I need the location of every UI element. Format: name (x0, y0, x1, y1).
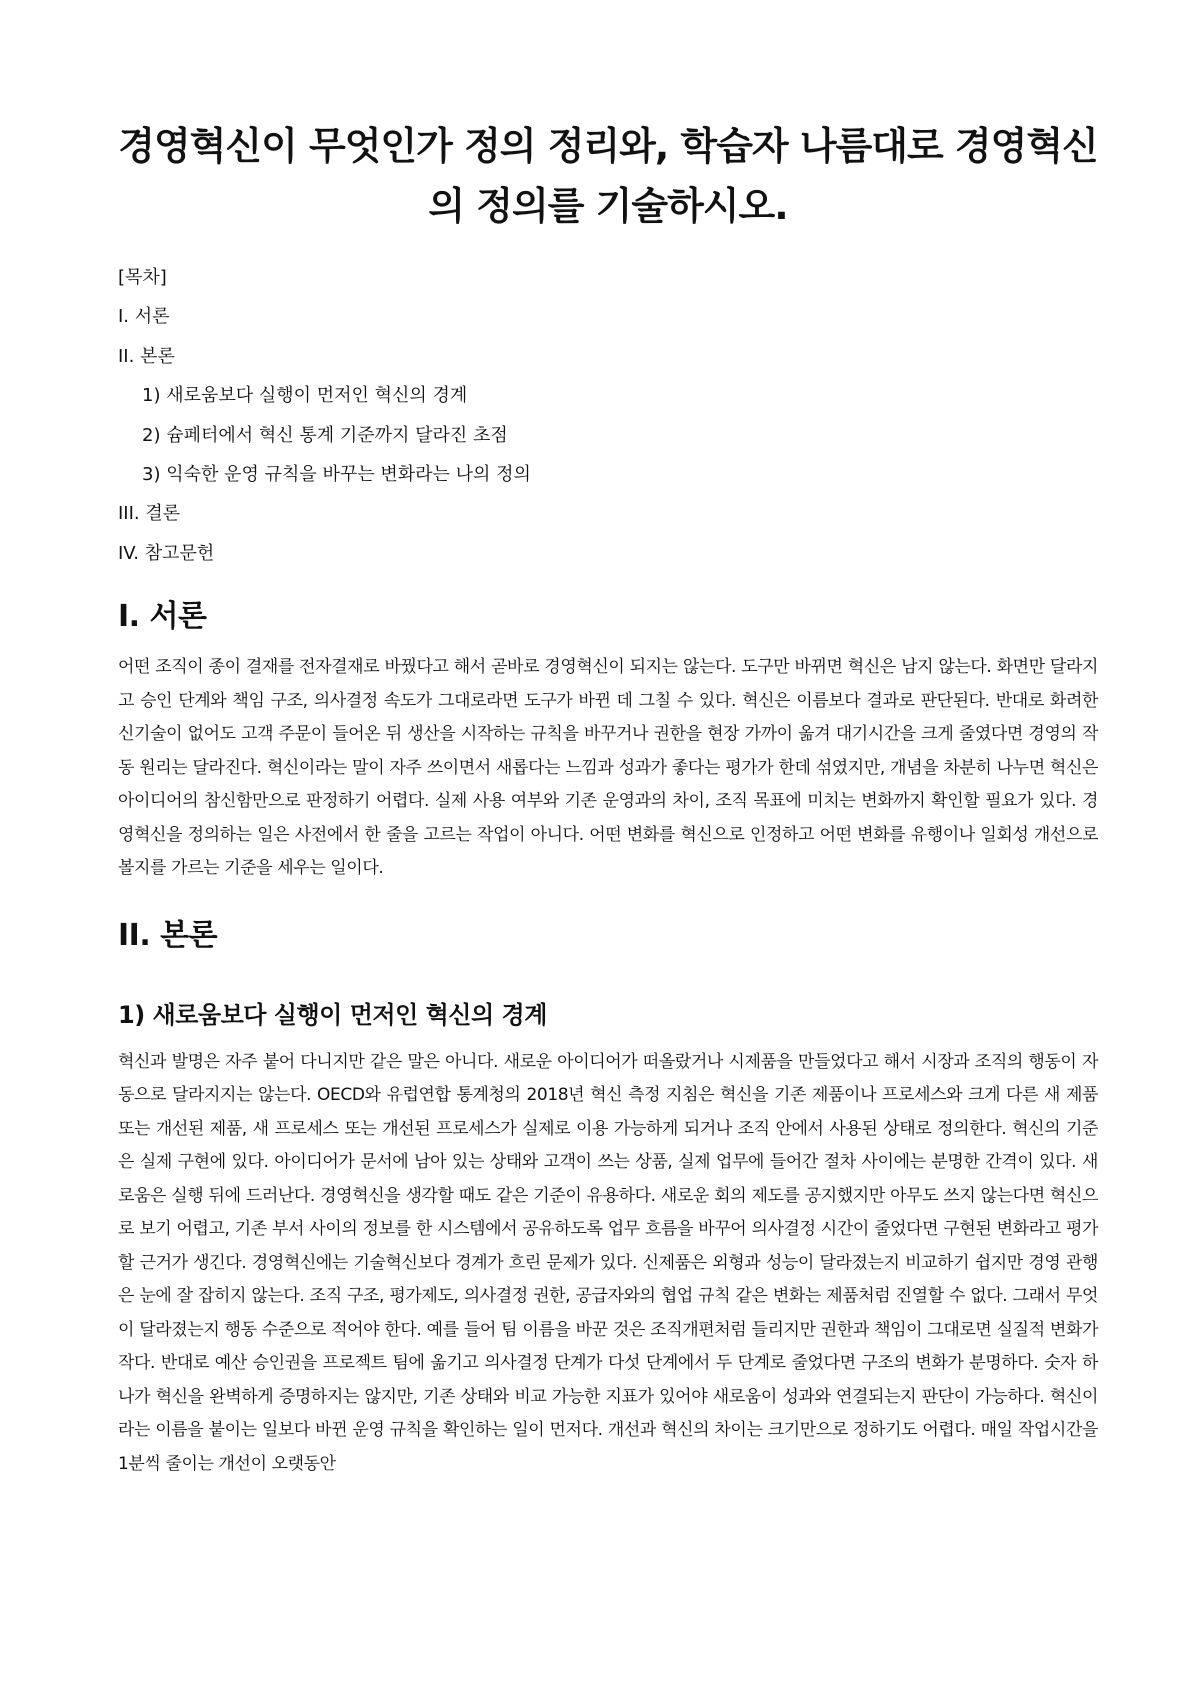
body-heading: II. 본론 (118, 917, 218, 953)
subsection-1-paragraph: 혁신과 발명은 자주 붙어 다니지만 같은 말은 아니다. 새로운 아이디어가 떠올랐거나 시제품을 만들었다고 해서 시장과 조직의 행동이 자동으로 달라지지는 않는다. OECD와 유럽연합 통계청의 2018년 혁신 측정 지침은 혁신을 기존 제품이나 프로세스와 크게 다른 새 제품 또는 개선된 제품, 새 프로세스 또는 개선된 프로세스가 실제로 이용 가능하게 되거나 조직 안에서 사용된 상태로 정의한다. 혁신의 기준은 실제 구현에 있다. 아이디어가 문서에 남아 있는 상태와 고객이 쓰는 상품, 실제 업무에 들어간 절차 사이에는 분명한 간격이 있다. 새로움은 실행 뒤에 드러난다. 경영혁신을 생각할 때도 같은 기준이 유용하다. 새로운 회의 제도를 공지했지만 아무도 쓰지 않는다면 혁신으로 보기 어렵고, 기존 부서 사이의 정보를 한 시스템에서 공유하도록 업무 흐름을 바꾸어 의사결정 시간이 줄었다면 구현된 변화라고 평가할 근거가 생긴다. 경영혁신에는 기술혁신보다 경계가 흐린 문제가 있다. 신제품은 외형과 성능이 달라졌는지 비교하기 쉽지만 경영 관행은 눈에 잘 잡히지 않는다. 조직 구조, 평가제도, 의사결정 권한, 공급자와의 협업 규칙 같은 변화는 제품처럼 진열할 수 없다. 그래서 무엇이 달라졌는지 행동 수준으로 적어야 한다. 예를 들어 팀 이름을 바꾼 것은 조직개편처럼 들리지만 권한과 책임이 그대로면 실질적 변화가 작다. 반대로 예산 승인권을 프로젝트 팀에 옮기고 의사결정 단계가 다섯 단계에서 두 단계로 줄었다면 구조의 변화가 분명하다. 숫자 하나가 혁신을 완벽하게 증명하지는 않지만, 기존 상태와 비교 가능한 지표가 있어야 새로움이 성과와 연결되는지 판단이 가능하다. 혁신이라는 이름을 붙이는 일보다 바뀐 운영 규칙을 확인하는 일이 먼저다. 개선과 혁신의 차이는 크기만으로 정하기도 어렵다. 매일 작업시간을 1분씩 줄이는 개선이 오랫동안 (118, 1051, 1098, 1474)
toc-item-body-2: 2) 슘페터에서 혁신 통계 기준까지 달라진 초점 (142, 424, 508, 446)
toc-item-body-3: 3) 익숙한 운영 규칙을 바꾸는 변화라는 나의 정의 (142, 463, 531, 485)
intro-paragraph: 어떤 조직이 종이 결재를 전자결재로 바꿨다고 해서 곧바로 경영혁신이 되지는 않는다. 도구만 바뀌면 혁신은 남지 않는다. 화면만 달라지고 승인 단계와 책임 구조, 의사결정 속도가 그대로라면 도구가 바뀐 데 그칠 수 있다. 혁신은 이름보다 결과로 판단된다. 반대로 화려한 신기술이 없어도 고객 주문이 들어온 뒤 생산을 시작하는 규칙을 바꾸거나 권한을 현장 가까이 옮겨 대기시간을 크게 줄였다면 경영의 작동 원리는 달라진다. 혁신이라는 말이 자주 쓰이면서 새롭다는 느낌과 성과가 좋다는 평가가 한데 섞였지만, 개념을 차분히 나누면 혁신은 아이디어의 참신함만으로 판정하기 어렵다. 실제 사용 여부와 기존 운영과의 차이, 조직 목표에 미치는 변화까지 확인할 필요가 있다. 경영혁신을 정의하는 일은 사전에서 한 줄을 고르는 작업이 아니다. 어떤 변화를 혁신으로 인정하고 어떤 변화를 유행이나 일회성 개선으로 볼지를 가르는 기준을 세우는 일이다. (118, 657, 1098, 879)
toc-item-conclusion: III. 결론 (118, 503, 181, 525)
subsection-1-heading: 1) 새로움보다 실행이 먼저인 혁신의 경계 (118, 1000, 547, 1029)
toc-item-references: IV. 참고문헌 (118, 542, 215, 564)
toc-item-intro: I. 서론 (118, 306, 170, 328)
document-title: 경영혁신이 무엇인가 정의 정리와, 학습자 나름대로 경영혁신의 정의를 기술하시오. (118, 124, 1098, 228)
toc-heading: [목차] (118, 267, 167, 288)
intro-heading: I. 서론 (118, 599, 207, 635)
toc-item-body-1: 1) 새로움보다 실행이 먼저인 혁신의 경계 (142, 385, 468, 407)
toc-item-body: II. 본론 (118, 345, 175, 367)
table-of-contents (118, 258, 1098, 573)
document-page (118, 0, 1098, 1481)
